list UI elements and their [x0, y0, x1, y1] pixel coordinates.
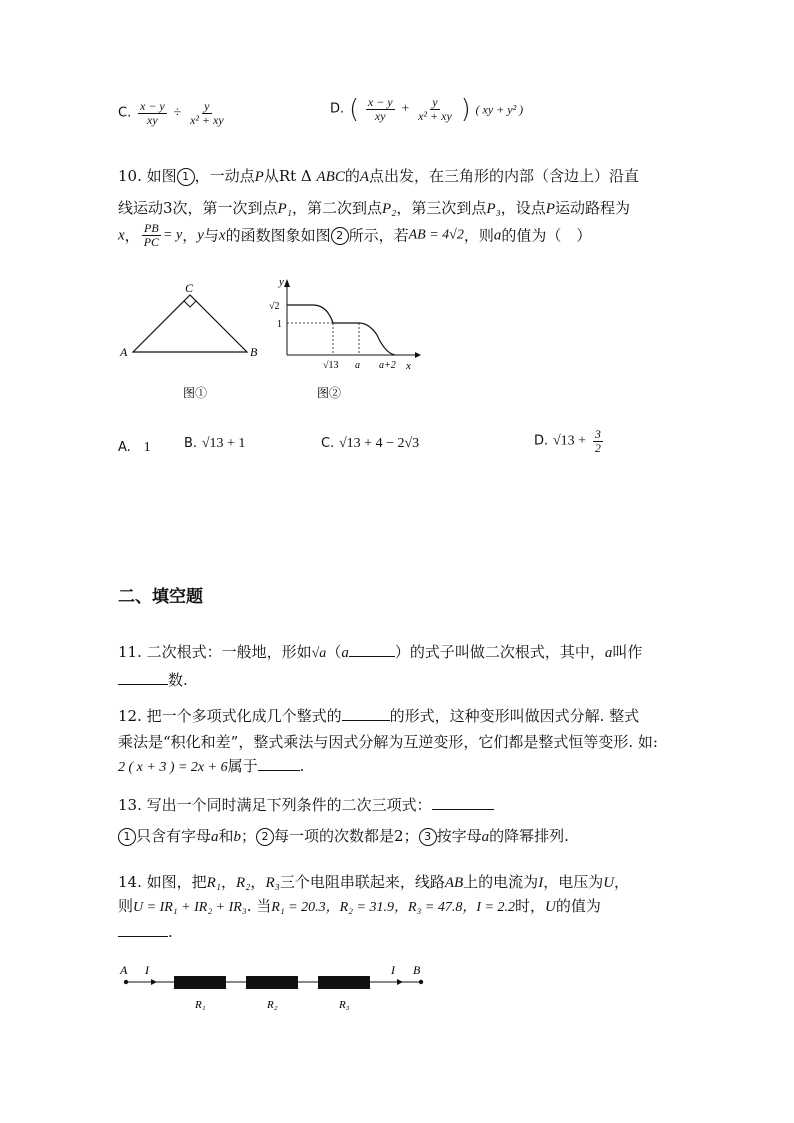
- q14-circuit-diagram: [115, 960, 435, 1020]
- resistor-R2: [246, 976, 298, 989]
- resistor-R3: [318, 976, 370, 989]
- current-arrow-left: [151, 979, 157, 985]
- q10-option-d: D. √13 + $\frac{3}{2}$: [534, 427, 601, 455]
- tick-1: 1: [277, 319, 282, 330]
- q10-figure-2-graph: [265, 275, 425, 405]
- circuit-label-B: B: [413, 963, 421, 977]
- section-2-title: 二、填空题: [118, 587, 203, 607]
- q10-line-3: x， $\frac{PB}{PC}$ = y，y与x的函数图象如图 2 所示，若AB = 4√2，则a的值为（ ）: [118, 221, 592, 249]
- y-label: y: [279, 276, 284, 288]
- fig2-caption: 图②: [317, 386, 342, 400]
- q10-line-1: 10. 如图 1 ，一动点P从Rt Δ ABC的A点出发，在三角形的内部（含边上）沿直: [118, 167, 640, 185]
- circle-2-icon: 2: [256, 828, 274, 846]
- q9-c-fraction-2: $\frac{y}{\text{x² + xy}}$: [190, 99, 224, 127]
- q11-blank-1[interactable]: [349, 642, 395, 657]
- q11-line-1: 11. 二次根式：一般地，形如√a（a ）的式子叫做二次根式，其中，a叫作: [118, 643, 643, 661]
- label-C: C: [185, 281, 194, 295]
- q9-d-fraction-2: $\frac{y}{\text{x² + xy}}$: [418, 95, 452, 123]
- q14-line-1: 14. 如图，把R₁，R₂，R₃三个电阻串联起来，线路AB上的电流为I，电压为U，: [118, 873, 630, 891]
- q9-d-fraction-1: $\frac{x - y}{xy}$: [367, 95, 393, 123]
- x-axis-arrow: [415, 352, 421, 358]
- q13-blank[interactable]: [432, 795, 494, 810]
- label-A: A: [120, 345, 128, 359]
- circuit-label-I-right: I: [391, 963, 395, 977]
- q13-line-1: 13. 写出一个同时满足下列条件的二次三项式：: [118, 795, 494, 815]
- right-angle-mark: [184, 301, 196, 307]
- resistor-R1: [174, 976, 226, 989]
- circuit-label-R2: R₂: [267, 999, 278, 1011]
- x-label: x: [406, 360, 411, 372]
- q14-blank[interactable]: [118, 922, 168, 937]
- tick-a: a: [355, 360, 360, 371]
- q9-option-c: C. $\frac{x - y}{xy}$ ÷ $\frac{y}{\text{x² + xy}}$: [118, 99, 224, 127]
- node-B: [419, 980, 423, 984]
- q12-blank-1[interactable]: [342, 706, 390, 721]
- fig1-caption: 图①: [183, 386, 208, 400]
- circuit-label-R1: R₁: [195, 999, 206, 1011]
- circle-3-icon: 3: [419, 828, 437, 846]
- q10-line-2: 线运动3次，第一次到点P₁，第二次到点P₂，第三次到点P₃，设点P运动路程为: [118, 199, 630, 217]
- q10-figure-1-triangle: [115, 280, 265, 405]
- q12-line-2: 乘法是“积化和差”，整式乘法与因式分解为互逆变形，它们都是整式恒等变形. 如:: [118, 733, 658, 751]
- q11-line-2: 数.: [118, 670, 188, 690]
- q10-option-a: A. 1: [118, 440, 151, 455]
- current-arrow-right: [397, 979, 403, 985]
- label-B: B: [250, 345, 258, 359]
- y-axis-arrow: [284, 279, 290, 287]
- q14-line-3: .: [118, 922, 173, 942]
- q12-line-1: 12. 把一个多项式化成几个整式的 的形式，这种变形叫做因式分解. 整式: [118, 707, 640, 725]
- tick-sqrt2: √2: [269, 301, 280, 312]
- circuit-label-A: A: [120, 963, 128, 977]
- q14-line-2: 则U = IR₁ + IR₂ + IR₃. 当R₁ = 20.3，R₂ = 31.9，R₃ = 47.8，I = 2.2时，U的值为: [118, 897, 601, 915]
- q9-c-fraction-1: $\frac{x - y}{xy}$: [140, 99, 165, 127]
- q13-line-2: 1 只含有字母a和b； 2 每一项的次数都是2； 3 按字母a的降幂排列.: [118, 826, 569, 847]
- q10-option-b: B. √13 + 1: [184, 436, 246, 451]
- circle-1-icon: 1: [118, 828, 136, 846]
- q11-blank-2[interactable]: [118, 670, 168, 685]
- q12-blank-2[interactable]: [258, 756, 300, 771]
- circle-1-icon: 1: [177, 168, 195, 186]
- q12-line-3: 2 ( x + 3 ) = 2x + 6属于 .: [118, 757, 305, 775]
- function-curve: [287, 305, 395, 355]
- circuit-label-I-left: I: [145, 963, 149, 977]
- tick-a-plus-2: a+2: [379, 360, 396, 371]
- tick-sqrt13: √13: [323, 360, 339, 371]
- node-A: [124, 980, 128, 984]
- q9-option-d: D. ( $\frac{x - y}{xy}$ + $\frac{y}{\text{x² + xy}}$ ) ( xy + y² ): [330, 94, 524, 125]
- triangle-shape: [133, 295, 247, 352]
- q10-option-c: C. √13 + 4 − 2√3: [321, 436, 420, 451]
- circuit-label-R3: R₃: [339, 999, 350, 1011]
- circle-2-icon: 2: [331, 227, 349, 245]
